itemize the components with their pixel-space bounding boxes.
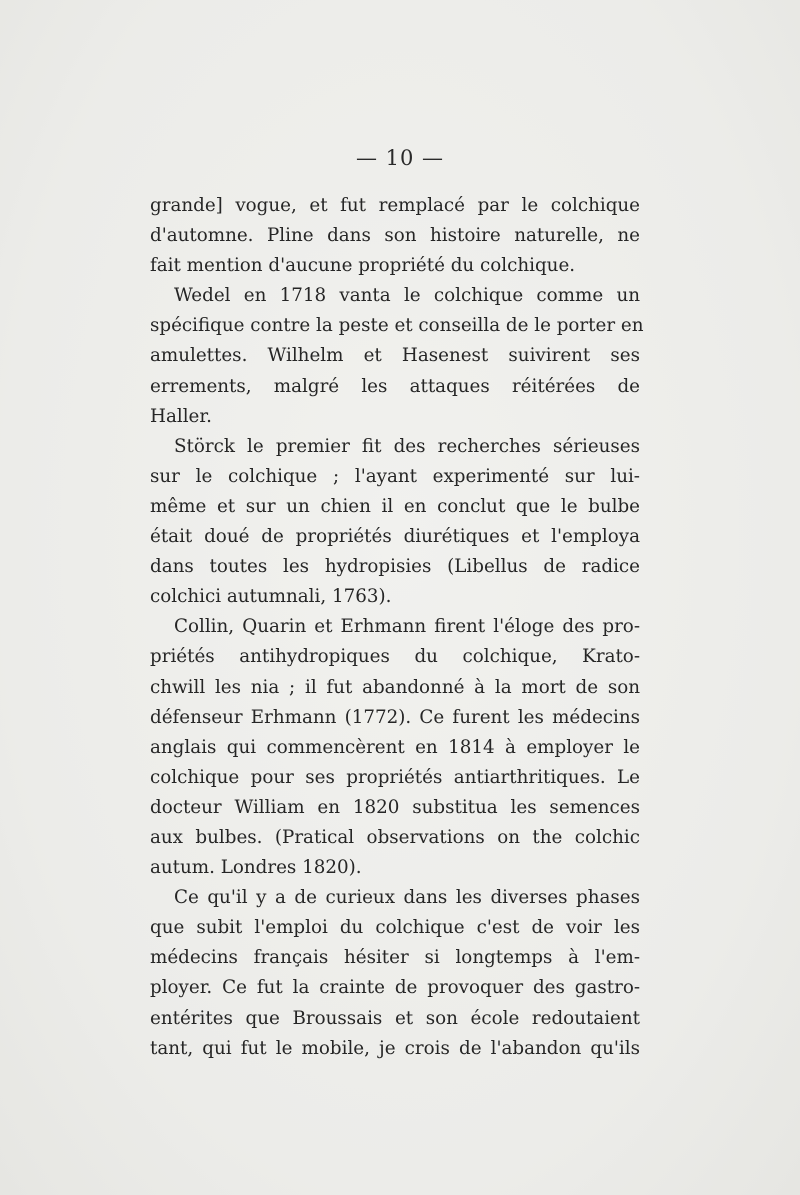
text-line: défenseur Erhmann (1772). Ce furent les médecins <box>150 706 640 728</box>
text-line: colchici autumnali, 1763). <box>150 586 392 608</box>
page-number: — 10 — <box>355 146 445 170</box>
text-line: anglais qui commencèrent en 1814 à employer le <box>150 736 640 758</box>
text-line: était doué de propriétés diurétiques et l'employa <box>150 526 640 548</box>
text-line: Collin, Quarin et Erhmann firent l'éloge des pro- <box>174 616 640 638</box>
text-line: que subit l'emploi du colchique c'est de voir les <box>150 917 640 939</box>
text-line: colchique pour ses propriétés antiarthritiques. Le <box>150 766 640 788</box>
text-line: docteur William en 1820 substitua les semences <box>150 796 640 818</box>
text-line: Störck le premier fit des recherches sérieuses <box>174 435 640 457</box>
text-line: même et sur un chien il en conclut que le bulbe <box>150 495 640 517</box>
text-line: spécifique contre la peste et conseilla de le porter en <box>150 315 644 337</box>
text-line: chwill les nia ; il fut abandonné à la mort de son <box>150 676 640 698</box>
text-line: autum. Londres 1820). <box>150 857 362 879</box>
text-line: entérites que Broussais et son école redoutaient <box>150 1007 640 1029</box>
text-line: médecins français hésiter si longtemps à l'em- <box>150 947 640 969</box>
text-line: Haller. <box>150 405 212 427</box>
text-line: d'automne. Pline dans son histoire naturelle, ne <box>150 225 640 247</box>
text-line: grande] vogue, et fut remplacé par le colchique <box>150 195 640 216</box>
text-line: sur le colchique ; l'ayant experimenté sur lui- <box>150 465 640 487</box>
text-line: Wedel en 1718 vanta le colchique comme un <box>174 285 640 307</box>
text-line: dans toutes les hydropisies (Libellus de radice <box>150 556 640 578</box>
text-line: amulettes. Wilhelm et Hasenest suivirent ses <box>150 345 640 367</box>
text-line: fait mention d'aucune propriété du colchique. <box>150 255 576 277</box>
text-line: ployer. Ce fut la crainte de provoquer des gastro- <box>150 977 640 999</box>
body-text <box>150 191 644 1064</box>
text-line: priétés antihydropiques du colchique, Krato- <box>150 646 640 668</box>
text-line: tant, qui fut le mobile, je crois de l'abandon qu'ils <box>150 1037 640 1059</box>
text-line: Ce qu'il y a de curieux dans les diverses phases <box>174 887 640 909</box>
text-line: errements, malgré les attaques réitérées de <box>150 375 640 397</box>
text-line: aux bulbes. (Pratical observations on the colchic <box>150 826 640 848</box>
